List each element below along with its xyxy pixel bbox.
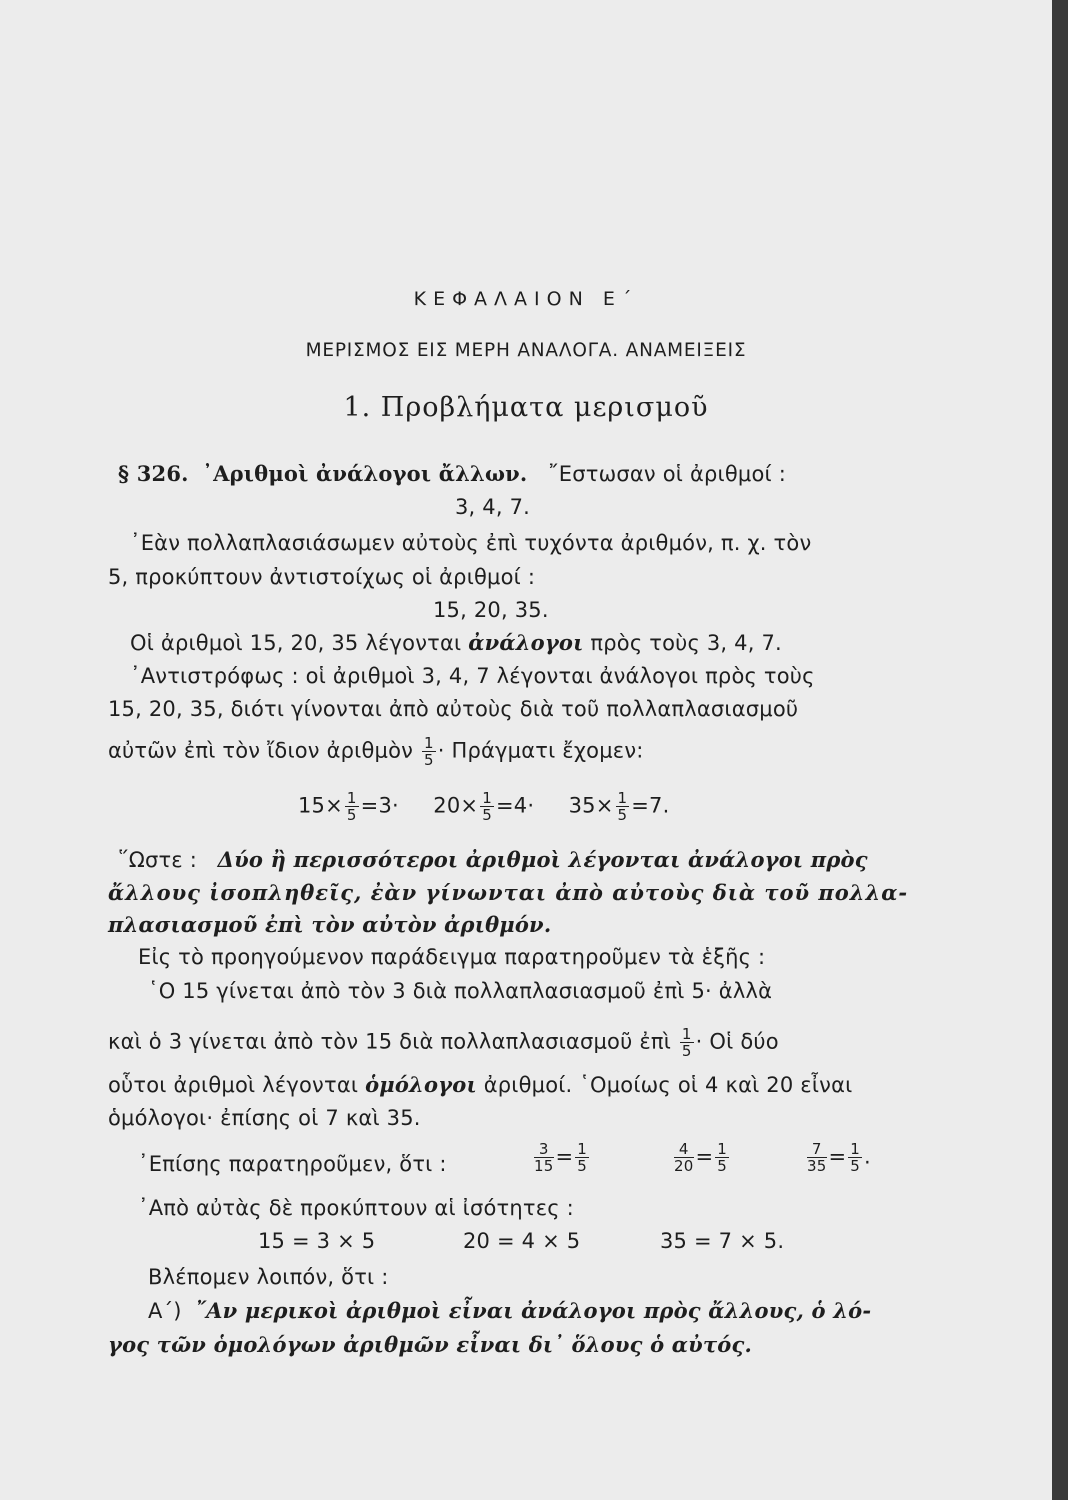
rule-text: ῎Αν μερικοὶ ἀριθμοὶ εἶναι ἀνάλογοι πρὸς ἄλλους, ὁ λό- <box>195 1298 872 1323</box>
text-line: ᾿Εὰν πολλαπλασιάσωμεν αὐτοὺς ἐπὶ τυχόντα ἀριθμόν, π. χ. τὸν <box>130 531 812 555</box>
numbers-line: 3, 4, 7. <box>455 495 531 519</box>
text-line: ᾿Αντιστρόφως : οἱ ἀριθμοὶ 3, 4, 7 λέγονται ἀνάλογοι πρὸς τοὺς <box>130 664 815 688</box>
rule-lead: ῞Ωστε : <box>118 848 198 872</box>
equality: 20 = 4 × 5 <box>463 1229 581 1253</box>
text-line: Βλέπομεν λοιπόν, ὅτι : <box>148 1265 389 1289</box>
emphasis-term: ἀνάλογοι <box>468 630 584 655</box>
text-span: ἀριθμοί. ῾Ομοίως οἱ 4 καὶ 20 εἶναι <box>483 1073 853 1097</box>
text-span: οὗτοι ἀριθμοὶ λέγονται <box>108 1073 359 1097</box>
rule-text: Δύο ἢ περισσότεροι ἀριθμοὶ λέγονται ἀνάλογοι πρὸς <box>217 847 868 872</box>
emphasis-term: ὁμόλογοι <box>365 1072 477 1097</box>
text-line: ῾Ο 15 γίνεται ἀπὸ τὸν 3 διὰ πολλαπλασιασμοῦ ἐπὶ 5· ἀλλὰ <box>148 979 773 1003</box>
text-line: ὁμόλογοι· ἐπίσης οἱ 7 καὶ 35. <box>108 1106 421 1130</box>
text-line-with-fraction <box>108 1026 779 1059</box>
rule-lead: Α΄) <box>148 1299 182 1323</box>
chapter-subtitle: ΜΕΡΙΣΜΟΣ ΕΙΣ ΜΕΡΗ ΑΝΑΛΟΓΑ. ΑΝΑΜΕΙΞΕΙΣ <box>305 340 747 361</box>
text-span: · Πράγματι ἔχομεν: <box>437 738 644 763</box>
paragraph-heading: ᾿Αριθμοὶ ἀνάλογοι ἄλλων. <box>202 461 528 486</box>
equality: 35 = 7 × 5. <box>660 1229 785 1253</box>
paragraph-326-line <box>118 459 786 489</box>
fraction: $\frac{1}{5}$ <box>482 789 492 824</box>
text-span: Οἱ ἀριθμοὶ 15, 20, 35 λέγονται <box>130 631 462 655</box>
ratio-group: $\frac{4}{20}$ = $\frac{1}{5}$ <box>674 1140 728 1175</box>
paragraph-label: § 326. <box>118 461 189 486</box>
text-line: 5, προκύπτουν ἀντιστοίχως οἱ ἀριθμοί : <box>108 565 536 589</box>
text-line: 15, 20, 35, διότι γίνονται ἀπὸ αὐτοὺς διὰ τοῦ πολλαπλασιασμοῦ <box>108 697 799 721</box>
text-span: αὐτῶν ἐπὶ τὸν ἴδιον ἀριθμὸν <box>108 738 414 763</box>
rule-line: γος τῶν ὁμολόγων ἀριθμῶν εἶναι δι᾿ ὅλους ὁ αὐτός. <box>108 1332 752 1357</box>
paragraph-text: ῎Εστωσαν οἱ ἀριθμοί : <box>548 462 786 486</box>
text-span: ᾿Επίσης παρατηροῦμεν, ὅτι : <box>138 1152 447 1176</box>
fraction: $\frac{1}{5}$ <box>346 789 357 824</box>
numbers-line: 15, 20, 35. <box>433 598 549 622</box>
text-line <box>108 1070 852 1100</box>
text-line: ᾿Απὸ αὐτὰς δὲ προκύπτουν αἱ ἰσότητες : <box>138 1196 574 1220</box>
text-line <box>130 628 782 658</box>
ratio-group: $\frac{3}{15}$ = $\frac{1}{5}$ <box>534 1140 588 1175</box>
rule-line <box>118 845 868 875</box>
fraction: $\frac{1}{5}$ <box>617 789 628 824</box>
rule-line: ἄλλους ἰσοπληθεῖς, ἐὰν γίνωνται ἀπὸ αὐτοὺς διὰ τοῦ πολλα- <box>108 880 909 905</box>
fraction: $\frac{1}{5}$ <box>423 734 434 769</box>
equality: 15 = 3 × 5 <box>258 1229 376 1253</box>
text-span: · Οἱ δύο <box>695 1029 779 1054</box>
text-span: καὶ ὁ 3 γίνεται ἀπὸ τὸν 15 διὰ πολλαπλασιασμοῦ ἐπὶ <box>108 1029 672 1054</box>
equations-line: 15× $\frac{1}{5}$ =3· 20× $\frac{1}{5}$ =4· 35× $\frac{1}{5}$ =7. <box>298 789 670 824</box>
ratios-line <box>138 1149 447 1179</box>
rule-line: πλασιασμοῦ ἐπὶ τὸν αὐτὸν ἀριθμόν. <box>108 912 552 937</box>
ratio-group: $\frac{7}{35}$ = $\frac{1}{5}$ . <box>807 1140 871 1175</box>
rule-line <box>148 1296 871 1326</box>
text-line-with-fraction <box>108 735 644 768</box>
page-edge <box>1052 0 1068 1500</box>
text-line: Εἰς τὸ προηγούμενον παράδειγμα παρατηροῦμεν τὰ ἑξῆς : <box>138 945 766 969</box>
text-span: πρὸς τοὺς 3, 4, 7. <box>590 631 782 655</box>
chapter-heading: ΚΕΦΑΛΑΙΟΝ Ε΄ <box>413 288 639 310</box>
section-title: 1. Προβλήματα μερισμοῦ <box>343 392 709 423</box>
fraction: $\frac{1}{5}$ <box>681 1025 692 1060</box>
